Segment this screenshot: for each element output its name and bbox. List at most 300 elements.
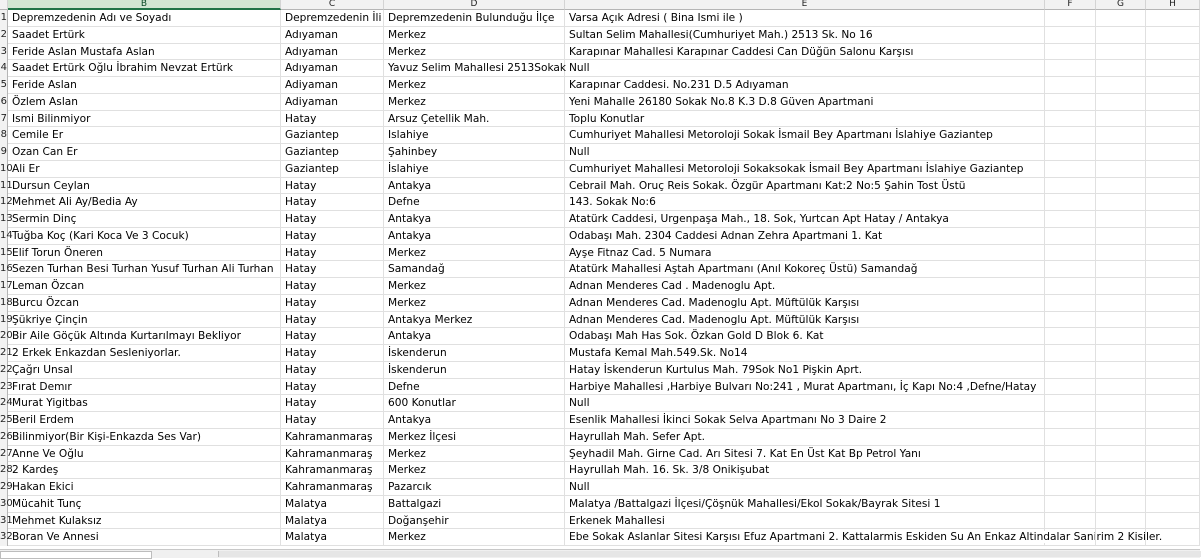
cell-d[interactable] — [384, 127, 565, 144]
cell-g[interactable] — [1096, 395, 1146, 412]
cell-d[interactable] — [384, 10, 565, 27]
cell-g[interactable] — [1096, 362, 1146, 379]
cell-f[interactable] — [1045, 328, 1096, 345]
cell-h[interactable] — [1146, 278, 1200, 295]
cell-g[interactable] — [1096, 211, 1146, 228]
cell-g[interactable] — [1096, 345, 1146, 362]
cell-h[interactable] — [1146, 211, 1200, 228]
cell-h[interactable] — [1146, 161, 1200, 178]
cell-g[interactable] — [1096, 94, 1146, 111]
cell-g[interactable] — [1096, 178, 1146, 195]
cell-e[interactable] — [565, 529, 1163, 546]
cell-d[interactable] — [384, 77, 565, 94]
cell-g[interactable] — [1096, 312, 1146, 329]
cell-b[interactable] — [8, 328, 281, 345]
cell-c[interactable] — [281, 479, 384, 496]
cell-b[interactable] — [8, 513, 281, 530]
cell-e[interactable] — [565, 513, 1045, 530]
cell-b[interactable] — [8, 161, 281, 178]
cell-e[interactable] — [565, 429, 1045, 446]
cell-h[interactable] — [1146, 462, 1200, 479]
cell-d[interactable] — [384, 111, 565, 128]
row-header[interactable]: 15 — [0, 245, 8, 262]
cell-e[interactable] — [565, 60, 1045, 77]
cell-b[interactable] — [8, 446, 281, 463]
cell-c[interactable] — [281, 10, 384, 27]
cell-h[interactable] — [1146, 362, 1200, 379]
cell-text: Çağrı Unsal — [12, 363, 73, 376]
cell-f[interactable] — [1045, 295, 1096, 312]
cell-d[interactable] — [384, 27, 565, 44]
cell-f[interactable] — [1045, 529, 1096, 546]
cell-text: Merkez — [388, 246, 426, 259]
cell-g[interactable] — [1096, 379, 1146, 396]
cell-text: Bir Aile Göçük Altında Kurtarılmayı Bekliyor — [12, 330, 241, 343]
cell-e[interactable] — [565, 161, 1045, 178]
cell-c[interactable] — [281, 295, 384, 312]
cell-f[interactable] — [1045, 312, 1096, 329]
cell-g[interactable] — [1096, 462, 1146, 479]
cell-g[interactable] — [1096, 412, 1146, 429]
cell-f[interactable] — [1045, 345, 1096, 362]
row-header[interactable]: 22 — [0, 362, 8, 379]
row-header[interactable]: 29 — [0, 479, 8, 496]
cell-text: 2 Kardeş — [12, 464, 59, 477]
cell-h[interactable] — [1146, 27, 1200, 44]
cell-text: Mustafa Kemal Mah.549.Sk. No14 — [569, 347, 748, 359]
cell-d[interactable] — [384, 345, 565, 362]
row-header[interactable]: 8 — [0, 127, 8, 144]
cell-h[interactable] — [1146, 228, 1200, 245]
cell-f[interactable] — [1045, 479, 1096, 496]
row-header[interactable]: 1 — [0, 10, 8, 27]
cell-text: Antakya — [388, 213, 432, 225]
cell-g[interactable] — [1096, 513, 1146, 530]
cell-g[interactable] — [1096, 295, 1146, 312]
cell-g[interactable] — [1096, 228, 1146, 245]
cell-c[interactable] — [281, 77, 384, 94]
cell-h[interactable] — [1146, 111, 1200, 128]
cell-text: Battalgazi — [388, 497, 442, 510]
cell-c[interactable] — [281, 429, 384, 446]
cell-d[interactable] — [384, 178, 565, 195]
cell-c[interactable] — [281, 529, 384, 546]
cell-b[interactable] — [8, 529, 281, 546]
row-header[interactable]: 4 — [0, 60, 8, 77]
cell-d[interactable] — [384, 429, 565, 446]
cell-b[interactable] — [8, 412, 281, 429]
cell-h[interactable] — [1146, 395, 1200, 412]
column-header-h[interactable]: H — [1146, 0, 1200, 10]
cell-c[interactable] — [281, 161, 384, 178]
cell-c[interactable] — [281, 111, 384, 128]
cell-e[interactable] — [565, 27, 1045, 44]
cell-d[interactable] — [384, 278, 565, 295]
cell-text: Şahinbey — [388, 146, 438, 158]
cell-g[interactable] — [1096, 60, 1146, 77]
cell-f[interactable] — [1045, 245, 1096, 262]
cell-f[interactable] — [1045, 395, 1096, 412]
cell-b[interactable] — [8, 60, 281, 77]
cell-c[interactable] — [281, 261, 384, 278]
cell-c[interactable] — [281, 211, 384, 228]
row-header[interactable]: 32 — [0, 529, 8, 546]
cell-e[interactable] — [565, 228, 1045, 245]
cell-h[interactable] — [1146, 295, 1200, 312]
cell-b[interactable] — [8, 127, 281, 144]
cell-g[interactable] — [1096, 144, 1146, 161]
cell-e[interactable] — [565, 462, 1045, 479]
cell-f[interactable] — [1045, 27, 1096, 44]
cell-text: Elif Torun Öneren — [12, 246, 103, 259]
cell-b[interactable] — [8, 395, 281, 412]
cell-text: Erkenek Mahallesi — [569, 514, 665, 527]
column-header-e[interactable]: E — [565, 0, 1045, 10]
cell-b[interactable] — [8, 479, 281, 496]
cell-d[interactable] — [384, 144, 565, 161]
column-header-c[interactable]: C — [281, 0, 384, 10]
cell-f[interactable] — [1045, 278, 1096, 295]
bottom-bar — [0, 549, 1200, 558]
cell-d[interactable] — [384, 328, 565, 345]
cell-h[interactable] — [1146, 44, 1200, 61]
cell-c[interactable] — [281, 312, 384, 329]
row-header[interactable]: 17 — [0, 278, 8, 295]
cell-h[interactable] — [1146, 178, 1200, 195]
cell-f[interactable] — [1045, 94, 1096, 111]
cell-f[interactable] — [1045, 178, 1096, 195]
cell-g[interactable] — [1096, 429, 1146, 446]
cell-g[interactable] — [1096, 245, 1146, 262]
row-header[interactable]: 25 — [0, 412, 8, 429]
cell-h[interactable] — [1146, 479, 1200, 496]
cell-h[interactable] — [1146, 312, 1200, 329]
cell-d[interactable] — [384, 479, 565, 496]
cell-b[interactable] — [8, 496, 281, 513]
cell-b[interactable] — [8, 194, 281, 211]
cell-g[interactable] — [1096, 194, 1146, 211]
cell-e[interactable] — [565, 194, 1045, 211]
column-header-b[interactable]: B — [8, 0, 281, 10]
cell-c[interactable] — [281, 379, 384, 396]
cell-b[interactable] — [8, 211, 281, 228]
cell-d[interactable] — [384, 462, 565, 479]
cell-h[interactable] — [1146, 429, 1200, 446]
cell-h[interactable] — [1146, 194, 1200, 211]
cell-d[interactable] — [384, 496, 565, 513]
cell-d[interactable] — [384, 194, 565, 211]
cell-d[interactable] — [384, 513, 565, 530]
cell-f[interactable] — [1045, 446, 1096, 463]
cell-e[interactable] — [565, 245, 1045, 262]
cell-d[interactable] — [384, 211, 565, 228]
cell-b[interactable] — [8, 295, 281, 312]
cell-c[interactable] — [281, 412, 384, 429]
row-header[interactable]: 9 — [0, 144, 8, 161]
cell-h[interactable] — [1146, 412, 1200, 429]
cell-b[interactable] — [8, 94, 281, 111]
select-all-corner[interactable] — [0, 0, 8, 10]
cell-c[interactable] — [281, 27, 384, 44]
cell-g[interactable] — [1096, 161, 1146, 178]
cell-text: Şükriye Çinçin — [12, 313, 88, 326]
cell-c[interactable] — [281, 345, 384, 362]
cell-text: Tuğba Koç (Kari Koca Ve 3 Cocuk) — [12, 229, 189, 242]
cell-e[interactable] — [565, 479, 1045, 496]
cell-h[interactable] — [1146, 60, 1200, 77]
cell-e[interactable] — [565, 44, 1045, 61]
row-header[interactable]: 30 — [0, 496, 8, 513]
row-header[interactable]: 10 — [0, 161, 8, 178]
cell-d[interactable] — [384, 245, 565, 262]
cell-d[interactable] — [384, 412, 565, 429]
cell-d[interactable] — [384, 362, 565, 379]
horizontal-scrollbar[interactable] — [218, 551, 1201, 557]
cell-f[interactable] — [1045, 412, 1096, 429]
cell-b[interactable] — [8, 462, 281, 479]
row-header[interactable]: 18 — [0, 295, 8, 312]
cell-h[interactable] — [1146, 144, 1200, 161]
cell-e[interactable] — [565, 496, 1045, 513]
row-header[interactable]: 13 — [0, 211, 8, 228]
cell-f[interactable] — [1045, 127, 1096, 144]
cell-f[interactable] — [1045, 44, 1096, 61]
cell-text: Antakya — [388, 330, 432, 343]
row-header[interactable]: 5 — [0, 77, 8, 94]
cell-b[interactable] — [8, 261, 281, 278]
row-header[interactable]: 26 — [0, 429, 8, 446]
row-header[interactable]: 28 — [0, 462, 8, 479]
cell-b[interactable] — [8, 429, 281, 446]
cell-g[interactable] — [1096, 44, 1146, 61]
cell-e[interactable] — [565, 111, 1045, 128]
cell-g[interactable] — [1096, 328, 1146, 345]
cell-d[interactable] — [384, 44, 565, 61]
cell-text: 600 Konutlar — [388, 397, 456, 410]
cell-f[interactable] — [1045, 10, 1096, 27]
cell-e[interactable] — [565, 211, 1045, 228]
cell-c[interactable] — [281, 178, 384, 195]
cell-f[interactable] — [1045, 513, 1096, 530]
cell-g[interactable] — [1096, 127, 1146, 144]
cell-c[interactable] — [281, 278, 384, 295]
cell-text: Hatay — [285, 380, 317, 393]
cell-d[interactable] — [384, 261, 565, 278]
cell-c[interactable] — [281, 60, 384, 77]
cell-d[interactable] — [384, 446, 565, 463]
cell-h[interactable] — [1146, 10, 1200, 27]
cell-g[interactable] — [1096, 278, 1146, 295]
cell-text: Feride Aslan Mustafa Aslan — [12, 45, 155, 58]
column-header-g[interactable]: G — [1096, 0, 1146, 10]
cell-text: Hatay İskenderun Kurtulus Mah. 79Sok No1 Pişkin Aprt. — [569, 363, 863, 376]
row-header[interactable]: 27 — [0, 446, 8, 463]
cell-e[interactable] — [565, 312, 1045, 329]
cell-text: Adiyaman — [285, 79, 339, 91]
cell-f[interactable] — [1045, 379, 1096, 396]
cell-e[interactable] — [565, 77, 1045, 94]
cell-c[interactable] — [281, 328, 384, 345]
cell-c[interactable] — [281, 228, 384, 245]
row-header[interactable]: 24 — [0, 395, 8, 412]
cell-text: Antakya — [388, 414, 432, 426]
cell-d[interactable] — [384, 379, 565, 396]
cell-text: Burcu Özcan — [12, 296, 79, 309]
row-header[interactable]: 31 — [0, 513, 8, 530]
cell-b[interactable] — [8, 44, 281, 61]
cell-c[interactable] — [281, 245, 384, 262]
cell-b[interactable] — [8, 77, 281, 94]
cell-h[interactable] — [1146, 127, 1200, 144]
row-header[interactable]: 11 — [0, 178, 8, 195]
cell-f[interactable] — [1045, 60, 1096, 77]
cell-c[interactable] — [281, 496, 384, 513]
cell-b[interactable] — [8, 362, 281, 379]
cell-text: Pazarcık — [388, 481, 432, 493]
cell-g[interactable] — [1096, 496, 1146, 513]
cell-f[interactable] — [1045, 462, 1096, 479]
cell-text: Hatay — [285, 296, 317, 309]
cell-e[interactable] — [565, 412, 1045, 429]
cell-f[interactable] — [1045, 211, 1096, 228]
cell-e[interactable] — [565, 446, 1045, 463]
cell-e[interactable] — [565, 144, 1045, 161]
cell-c[interactable] — [281, 144, 384, 161]
cell-h[interactable] — [1146, 529, 1200, 546]
cell-g[interactable] — [1096, 446, 1146, 463]
cell-d[interactable] — [384, 60, 565, 77]
cell-e[interactable] — [565, 261, 1045, 278]
cell-c[interactable] — [281, 362, 384, 379]
cell-h[interactable] — [1146, 245, 1200, 262]
cell-e[interactable] — [565, 178, 1045, 195]
cell-f[interactable] — [1045, 261, 1096, 278]
cell-g[interactable] — [1096, 261, 1146, 278]
row-header[interactable]: 3 — [0, 44, 8, 61]
cell-h[interactable] — [1146, 496, 1200, 513]
row-header[interactable]: 21 — [0, 345, 8, 362]
cell-f[interactable] — [1045, 194, 1096, 211]
sheet-tab[interactable] — [0, 551, 152, 559]
cell-e[interactable] — [565, 395, 1045, 412]
cell-h[interactable] — [1146, 446, 1200, 463]
cell-e[interactable] — [565, 295, 1045, 312]
cell-g[interactable] — [1096, 77, 1146, 94]
cell-h[interactable] — [1146, 261, 1200, 278]
cell-h[interactable] — [1146, 379, 1200, 396]
cell-f[interactable] — [1045, 496, 1096, 513]
cell-b[interactable] — [8, 10, 281, 27]
cell-f[interactable] — [1045, 429, 1096, 446]
cell-e[interactable] — [565, 10, 1045, 27]
row-header[interactable]: 6 — [0, 94, 8, 111]
cell-c[interactable] — [281, 127, 384, 144]
cell-d[interactable] — [384, 228, 565, 245]
cell-text: Antakya Merkez — [388, 313, 473, 326]
row-header[interactable]: 23 — [0, 379, 8, 396]
cell-text: Mehmet Ali Ay/Bedia Ay — [12, 196, 138, 209]
cell-f[interactable] — [1045, 144, 1096, 161]
cell-e[interactable] — [565, 379, 1045, 396]
row-header[interactable]: 19 — [0, 312, 8, 329]
cell-c[interactable] — [281, 446, 384, 463]
cell-d[interactable] — [384, 312, 565, 329]
cell-f[interactable] — [1045, 161, 1096, 178]
cell-d[interactable] — [384, 529, 565, 546]
cell-f[interactable] — [1045, 362, 1096, 379]
cell-b[interactable] — [8, 278, 281, 295]
cell-h[interactable] — [1146, 77, 1200, 94]
row-header[interactable]: 16 — [0, 261, 8, 278]
cell-text: Saadet Ertürk Oğlu İbrahim Nevzat Ertürk — [12, 62, 234, 75]
row-header[interactable]: 20 — [0, 328, 8, 345]
row-header[interactable]: 7 — [0, 111, 8, 128]
cell-text: Ebe Sokak Aslanlar Sitesi Karşısı Efuz Apartmani 2. Kattalarmis Eskiden Su An Enkaz Altindalar Sanirim 2 Kisiler. — [569, 531, 1163, 544]
cell-text: Yeni Mahalle 26180 Sokak No.8 K.3 D.8 Güven Apartmani — [569, 95, 874, 108]
cell-b[interactable] — [8, 27, 281, 44]
cell-text: Merkez — [388, 280, 426, 292]
cell-e[interactable] — [565, 278, 1045, 295]
cell-f[interactable] — [1045, 111, 1096, 128]
cell-text: Karapınar Mahallesi Karapınar Caddesi Can Düğün Salonu Karşısı — [569, 45, 914, 58]
cell-text: Gaziantep — [285, 129, 339, 142]
cell-text: Malatya — [285, 497, 327, 510]
cell-d[interactable] — [384, 395, 565, 412]
cell-c[interactable] — [281, 44, 384, 61]
cell-b[interactable] — [8, 312, 281, 329]
cell-c[interactable] — [281, 194, 384, 211]
cell-d[interactable] — [384, 295, 565, 312]
cell-b[interactable] — [8, 178, 281, 195]
cell-f[interactable] — [1045, 77, 1096, 94]
cell-e[interactable] — [565, 345, 1045, 362]
cell-b[interactable] — [8, 245, 281, 262]
cell-f[interactable] — [1045, 228, 1096, 245]
cell-b[interactable] — [8, 379, 281, 396]
cell-h[interactable] — [1146, 345, 1200, 362]
cell-g[interactable] — [1096, 10, 1146, 27]
cell-h[interactable] — [1146, 94, 1200, 111]
cell-text: Feride Aslan — [12, 79, 77, 91]
cell-c[interactable] — [281, 462, 384, 479]
cell-d[interactable] — [384, 161, 565, 178]
cell-g[interactable] — [1096, 27, 1146, 44]
cell-e[interactable] — [565, 127, 1045, 144]
cell-e[interactable] — [565, 94, 1045, 111]
cell-c[interactable] — [281, 395, 384, 412]
row-header[interactable]: 2 — [0, 27, 8, 44]
cell-e[interactable] — [565, 362, 1045, 379]
cell-d[interactable] — [384, 94, 565, 111]
cell-g[interactable] — [1096, 111, 1146, 128]
cell-b[interactable] — [8, 111, 281, 128]
row-header[interactable]: 12 — [0, 194, 8, 211]
column-header-d[interactable]: D — [384, 0, 565, 10]
cell-c[interactable] — [281, 513, 384, 530]
cell-c[interactable] — [281, 94, 384, 111]
cell-b[interactable] — [8, 228, 281, 245]
cell-h[interactable] — [1146, 513, 1200, 530]
row-header[interactable]: 14 — [0, 228, 8, 245]
cell-text: Kahramanmaraş — [285, 430, 373, 443]
cell-g[interactable] — [1096, 529, 1146, 546]
column-header-f[interactable]: F — [1045, 0, 1096, 10]
cell-e[interactable] — [565, 328, 1045, 345]
cell-g[interactable] — [1096, 479, 1146, 496]
cell-b[interactable] — [8, 144, 281, 161]
cell-h[interactable] — [1146, 328, 1200, 345]
cell-b[interactable] — [8, 345, 281, 362]
